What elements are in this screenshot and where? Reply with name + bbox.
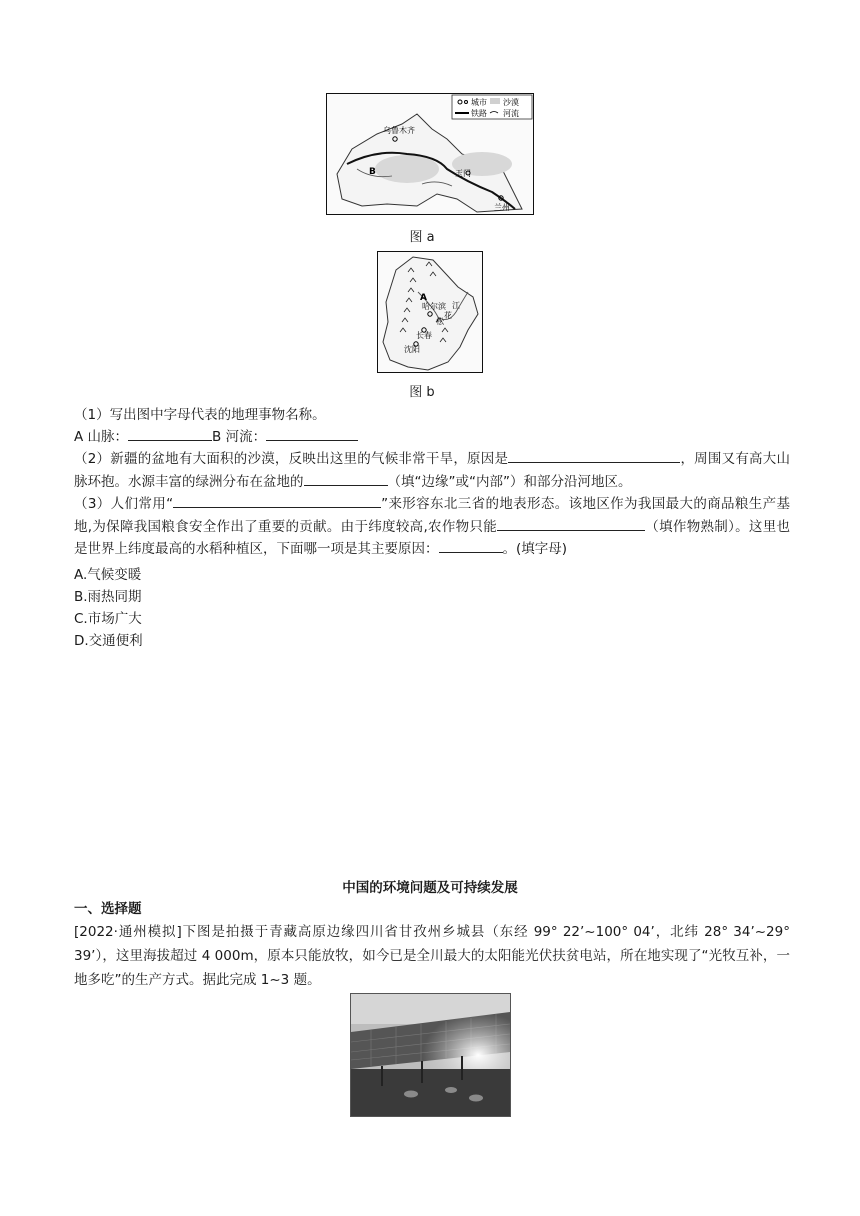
xinjiang-map-graphic — [327, 94, 533, 214]
b-label: B — [369, 167, 376, 177]
q3-cropping-blank[interactable] — [497, 516, 645, 531]
legend-desert: 沙漠 — [503, 98, 519, 107]
q2-part2: ，周围又有高大山脉环抱。水源丰富的绿洲分布在盆地的 — [74, 451, 790, 490]
lanzhou-label: 兰州 — [494, 203, 510, 212]
changchun-label: 长春 — [416, 331, 432, 340]
option-d[interactable]: D.交通便利 — [74, 633, 143, 649]
a-mountain-label: A 山脉： — [74, 429, 129, 445]
section-title: 中国的环境问题及可持续发展 — [342, 880, 518, 896]
figure-a-map — [326, 93, 534, 215]
option-a[interactable]: A.气候变暖 — [74, 567, 142, 583]
question-1-answers — [74, 426, 358, 448]
song-label: 松 — [436, 317, 444, 326]
b-river-blank[interactable] — [266, 426, 358, 441]
jiang-label: 江 — [452, 301, 460, 310]
section-intro: [2022·通州模拟]下图是拍摄于青藏高原边缘四川省甘孜州乡城县（东经 99° 22’~100° 04’，北纬 28° 34’~29° 39’），这里海拔超过 4 000m，原本只能放牧，如今已是全川最大的太阳能光伏扶贫电站，所在地实现了“光牧互补，一地多吃”的生产方式。据此完成 1~3 题。 — [74, 924, 790, 988]
northeast-map-graphic — [378, 252, 482, 372]
option-b[interactable]: B.雨热同期 — [74, 589, 142, 605]
q3-landform-blank[interactable] — [173, 493, 381, 508]
q2-part1: （2）新疆的盆地有大面积的沙漠，反映出这里的气候非常干旱，原因是 — [74, 451, 509, 467]
hua-label: 花 — [444, 311, 452, 320]
a-mountain-blank[interactable] — [128, 426, 212, 441]
legend-city: 城市 — [471, 98, 487, 107]
question-2 — [74, 448, 790, 493]
q2-part3: （填“边缘”或“内部”）和部分沿河地区。 — [387, 473, 632, 490]
q2-oasis-blank[interactable] — [304, 471, 388, 486]
legend-railway: 铁路 — [471, 109, 487, 118]
a-label: A — [420, 293, 427, 303]
q3-part1: （3）人们常用“ — [74, 496, 174, 512]
q2-reason-blank[interactable] — [508, 448, 680, 463]
section-subtitle: 一、选择题 — [74, 901, 142, 917]
urumqi-label: 乌鲁木齐 — [383, 126, 415, 135]
shenyang-label: 沈阳 — [404, 345, 420, 354]
q3-reason-blank[interactable] — [439, 538, 503, 553]
solar-panel-photo — [350, 993, 511, 1117]
figure-b-map — [377, 251, 483, 373]
question-1-text: （1）写出图中字母代表的地理事物名称。 — [74, 407, 326, 423]
q3-part4: 。(填字母) — [502, 541, 568, 557]
figure-b-caption: 图 b — [409, 385, 435, 400]
q3-part3: （填作物熟制）。这里也是世界上纬度最高的水稻种植区，下面哪一项是其主要原因： — [74, 518, 791, 557]
question-3 — [74, 493, 790, 561]
figure-a-caption: 图 a — [409, 230, 435, 245]
q3-part2: ”来形容东北三省的地表形态。该地区作为我国最大的商品粮生产基地,为保障我国粮食安全作出了重要的贡献。由于纬度较高,农作物只能 — [74, 496, 790, 535]
b-river-label: B 河流： — [212, 429, 267, 445]
harbin-label: 哈尔滨 — [422, 302, 446, 311]
yumen-label: 玉门 — [455, 169, 471, 178]
option-c[interactable]: C.市场广大 — [74, 611, 142, 627]
legend-river: 河流 — [503, 109, 519, 118]
